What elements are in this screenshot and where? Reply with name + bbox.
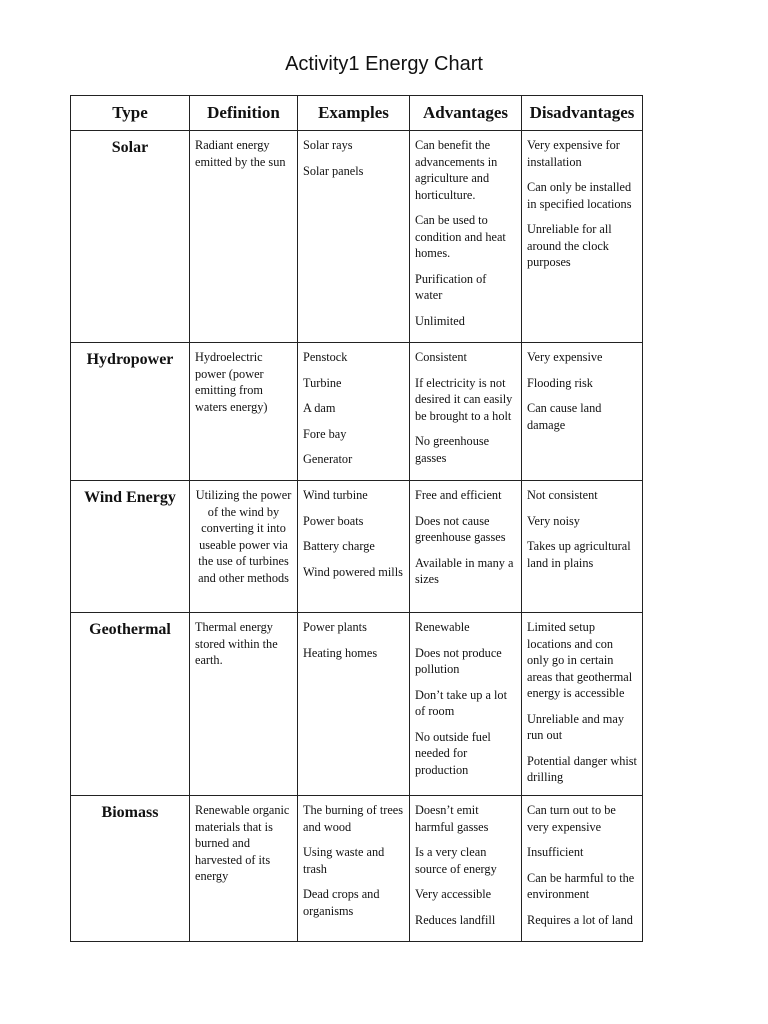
cell-line: Does not produce pollution <box>415 645 502 676</box>
page-title: Activity1 Energy Chart <box>285 53 483 75</box>
cell-line: Very accessible <box>415 887 492 901</box>
definition-cell <box>190 343 298 481</box>
cell-line: Can cause land damage <box>527 401 602 432</box>
cell-line: Utilizing the power of the wind by converting it into useable power via the use of turbines and other methods <box>195 488 292 585</box>
definition-cell <box>190 481 298 613</box>
cell-line: Potential danger whist drilling <box>527 753 637 784</box>
cell-line: Can be used to condition and heat homes. <box>415 213 506 260</box>
examples-cell <box>298 343 410 481</box>
cell-line: Can be harmful to the environment <box>527 870 635 901</box>
cell-line: Consistent <box>415 350 467 364</box>
cell-line: No outside fuel needed for production <box>415 729 491 777</box>
cell-line: Does not cause greenhouse gasses <box>415 513 506 544</box>
cell-line: Free and efficient <box>415 488 502 502</box>
examples-cell <box>298 481 410 613</box>
table-row <box>71 796 643 942</box>
cell-line: Not consistent <box>527 488 598 502</box>
advantages-cell <box>410 481 522 613</box>
cell-line: Wind turbine <box>303 488 368 502</box>
disadvantages-cell <box>522 343 643 481</box>
header-advantages: Advantages <box>410 96 522 131</box>
type-cell: Solar <box>71 131 190 343</box>
cell-line: Dead crops and organisms <box>303 887 380 918</box>
examples-cell <box>298 796 410 942</box>
examples-cell <box>298 613 410 796</box>
cell-line: Purification of water <box>415 271 487 302</box>
header-definition: Definition <box>190 96 298 131</box>
cell-line: Is a very clean source of energy <box>415 845 497 876</box>
cell-line: Unreliable and may run out <box>527 711 624 742</box>
cell-line: Reduces landfill <box>415 912 496 927</box>
cell-line: Using waste and trash <box>303 845 385 876</box>
disadvantages-cell <box>522 613 643 796</box>
cell-line: Penstock <box>303 350 348 364</box>
disadvantages-cell <box>522 796 643 942</box>
cell-line: Fore bay <box>303 426 347 441</box>
advantages-cell <box>410 613 522 796</box>
examples-cell <box>298 131 410 343</box>
cell-line: Takes up agricultural land in plains <box>527 539 631 570</box>
cell-line: Heating homes <box>303 645 378 660</box>
disadvantages-cell <box>522 481 643 613</box>
cell-line: Insufficient <box>527 845 584 859</box>
cell-line: Can only be installed in specified locations <box>527 180 632 211</box>
definition-cell <box>190 613 298 796</box>
cell-line: Radiant energy emitted by the sun <box>195 138 286 169</box>
advantages-cell <box>410 796 522 942</box>
header-disadvantages: Disadvantages <box>522 96 643 131</box>
cell-line: If electricity is not desired it can easily be brought to a holt <box>415 375 513 423</box>
advantages-cell <box>410 343 522 481</box>
disadvantages-cell <box>522 131 643 343</box>
definition-cell <box>190 796 298 942</box>
cell-line: Solar panels <box>303 163 364 178</box>
cell-line: No greenhouse gasses <box>415 434 490 465</box>
cell-line: Very noisy <box>527 513 580 528</box>
type-cell: Geothermal <box>71 613 190 796</box>
cell-line: Turbine <box>303 375 342 390</box>
cell-line: Doesn’t emit harmful gasses <box>415 803 489 834</box>
cell-line: Solar rays <box>303 138 353 152</box>
cell-line: Available in many a sizes <box>415 555 514 586</box>
cell-line: Requires a lot of land <box>527 912 633 927</box>
cell-line: The burning of trees and wood <box>303 803 404 834</box>
type-cell: Biomass <box>71 796 190 942</box>
cell-line: Very expensive for installation <box>527 138 620 169</box>
cell-line: Don’t take up a lot of room <box>415 687 507 718</box>
header-row <box>71 96 643 131</box>
energy-chart-table <box>70 95 643 942</box>
table-row <box>71 481 643 613</box>
cell-line: A dam <box>303 401 336 415</box>
table-row <box>71 343 643 481</box>
table-row <box>71 131 643 343</box>
cell-line: Unlimited <box>415 313 465 328</box>
cell-line: Generator <box>303 452 353 466</box>
cell-line: Thermal energy stored within the earth. <box>195 620 278 667</box>
cell-line: Power plants <box>303 620 367 634</box>
cell-line: Power boats <box>303 513 364 528</box>
cell-line: Limited setup locations and con only go in certain areas that geothermal energy is accessible <box>527 620 633 700</box>
cell-line: Can turn out to be very expensive <box>527 803 616 834</box>
header-type: Type <box>71 96 190 131</box>
cell-line: Very expensive <box>527 350 603 364</box>
cell-line: Renewable <box>415 620 470 634</box>
cell-line: Wind powered mills <box>303 564 403 579</box>
type-cell: Wind Energy <box>71 481 190 613</box>
cell-line: Unreliable for all around the clock purposes <box>527 222 612 269</box>
definition-cell <box>190 131 298 343</box>
advantages-cell <box>410 131 522 343</box>
cell-line: Battery charge <box>303 539 375 553</box>
header-examples: Examples <box>298 96 410 131</box>
cell-line: Hydroelectric power (power emitting from waters energy) <box>195 350 268 414</box>
table-row <box>71 613 643 796</box>
type-cell: Hydropower <box>71 343 190 481</box>
cell-line: Renewable organic materials that is burned and harvested of its energy <box>195 803 290 883</box>
cell-line: Can benefit the advancements in agriculture and horticulture. <box>415 138 498 202</box>
cell-line: Flooding risk <box>527 375 593 390</box>
